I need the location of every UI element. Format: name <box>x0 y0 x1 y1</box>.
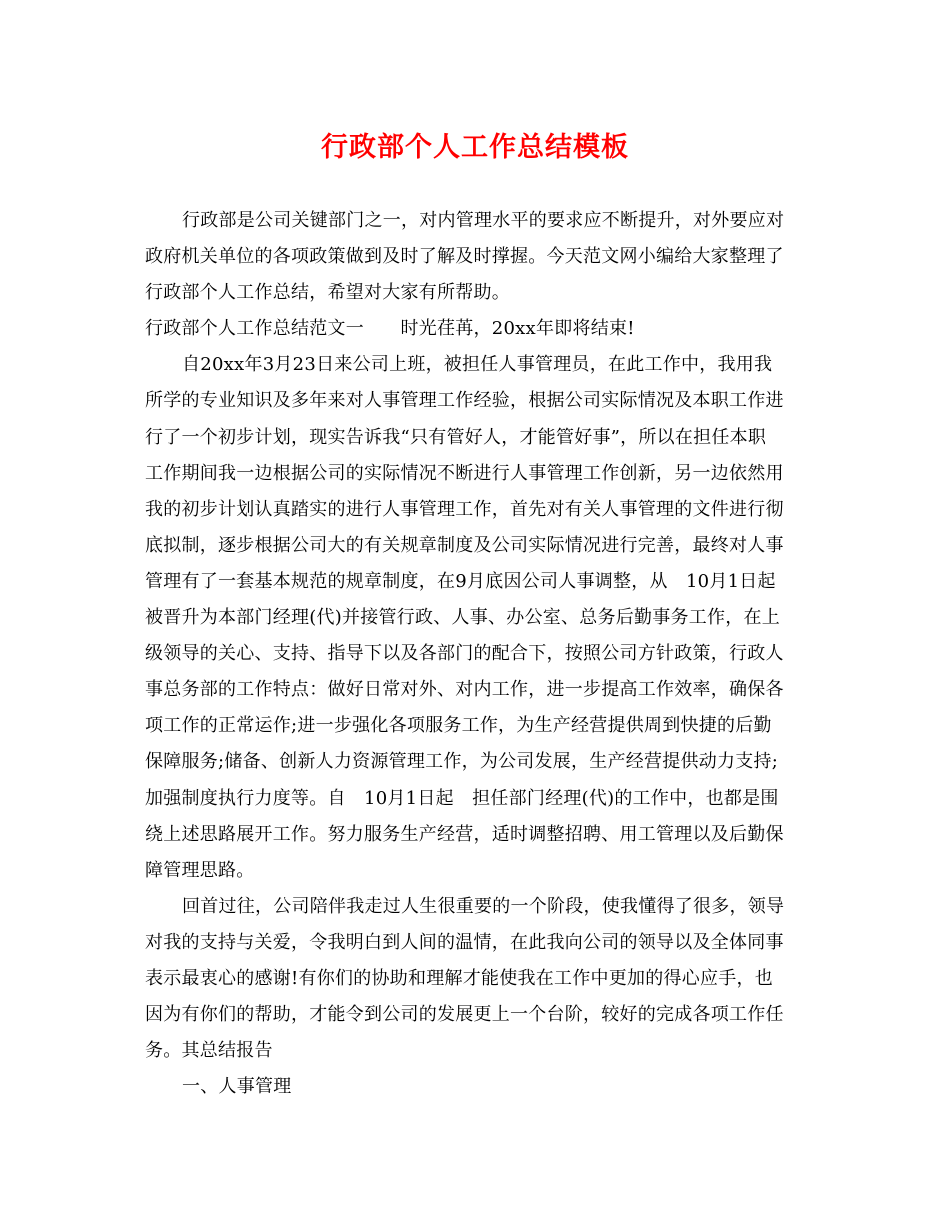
paragraph-line: 级领导的关心、支持、指导下以及各部门的配合下，按照公司方针政策，行政人 <box>145 643 784 665</box>
paragraph-line: 事总务部的工作特点：做好日常对外、对内工作，进一步提高工作效率，确保各 <box>145 679 784 701</box>
paragraph-line: 绕上述思路展开工作。努力服务生产经营，适时调整招聘、用工管理以及后勤保 <box>145 823 784 845</box>
paragraph-line: 政府机关单位的各项政策做到及时了解及时撑握。今天范文网小编给大家整理了 <box>145 246 784 268</box>
paragraph-line: 行政部是公司关键部门之一，对内管理水平的要求应不断提升，对外要应对 <box>182 210 785 231</box>
paragraph-line: 因为有你们的帮助，才能令到公司的发展更上一个台阶，较好的完成各项工作任 <box>145 1004 784 1026</box>
paragraph-line: 自20xx年3月23日来公司上班，被担任人事管理员，在此工作中，我用我 <box>182 354 773 376</box>
paragraph-line: 项工作的正常运作;进一步强化各项服务工作，为生产经营提供周到快捷的后勤 <box>145 715 772 737</box>
paragraph-line: 工作期间我一边根据公司的实际情况不断进行人事管理工作创新，另一边依然用 <box>145 462 784 484</box>
paragraph-line: 被晋升为本部门经理(代)并接管行政、人事、办公室、总务后勤事务工作，在上 <box>145 607 781 629</box>
paragraph-line: 行政部个人工作总结范文一 时光荏苒，20xx年即将结束! <box>145 318 635 340</box>
document-body <box>145 203 805 1105</box>
paragraph-line: 障管理思路。 <box>145 859 255 881</box>
paragraph-line: 务。其总结报告 <box>145 1040 273 1062</box>
paragraph-line: 行政部个人工作总结，希望对大家有所帮助。 <box>145 282 510 304</box>
paragraph-line: 底拟制，逐步根据公司大的有关规章制度及公司实际情况进行完善，最终对人事 <box>145 534 784 556</box>
paragraph-line: 对我的支持与关爱，令我明白到人间的温情，在此我向公司的领导以及全体同事 <box>145 931 784 953</box>
paragraph-line: 表示最衷心的感谢!有你们的协助和理解才能使我在工作中更加的得心应手，也 <box>145 967 773 989</box>
paragraph-line: 回首过往，公司陪伴我走过人生很重要的一个阶段，使我懂得了很多，领导 <box>182 895 785 917</box>
paragraph-line: 管理有了一套基本规范的规章制度，在9月底因公司人事调整，从 10月1日起 <box>145 570 776 592</box>
paragraph-line: 行了一个初步计划，现实告诉我“只有管好人，才能管好事”，所以在担任本职 <box>145 426 767 448</box>
paragraph-line: 保障服务;储备、创新人力资源管理工作，为公司发展，生产经营提供动力支持; <box>145 751 779 773</box>
section-heading: 一、人事管理 <box>182 1076 292 1098</box>
paragraph-line: 加强制度执行力度等。自 10月1日起 担任部门经理(代)的工作中，也都是围 <box>145 787 779 809</box>
paragraph-line: 所学的专业知识及多年来对人事管理工作经验，根据公司实际情况及本职工作进 <box>145 390 784 412</box>
document-title: 行政部个人工作总结模板 <box>321 132 629 163</box>
paragraph-line: 我的初步计划认真踏实的进行人事管理工作，首先对有关人事管理的文件进行彻 <box>145 498 784 520</box>
